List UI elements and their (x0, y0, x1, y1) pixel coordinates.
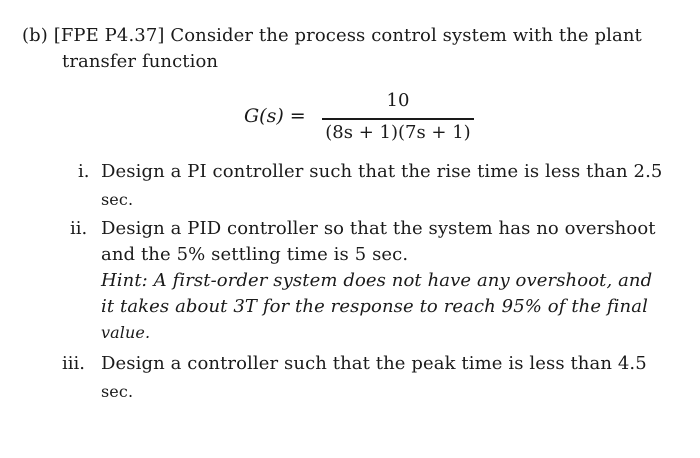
item-ii-hint-line-3: value. (101, 323, 151, 342)
item-marker-iii: iii. (62, 353, 85, 374)
item-i-line-2: sec. (101, 190, 134, 209)
equation-numerator: 10 (386, 90, 410, 111)
item-ii-line-2: and the 5% settling time is 5 sec. (101, 244, 409, 265)
item-ii-hint-line-1: Hint: A first-order system does not have any overshoot, and (101, 270, 653, 291)
equation-denominator: (8s + 1)(7s + 1) (325, 122, 471, 143)
item-marker-ii: ii. (70, 218, 88, 239)
equation-fraction (322, 90, 474, 148)
item-iii-line-1: Design a controller such that the peak time is less than 4.5 (101, 353, 647, 374)
problem-label: (b) (22, 25, 48, 46)
transfer-function-equation (244, 90, 484, 148)
item-marker-i: i. (78, 161, 90, 182)
problem-header-line (22, 24, 642, 48)
item-ii-line-1: Design a PID controller so that the system has no overshoot (101, 218, 656, 239)
item-ii-hint-line-2: it takes about 3T for the response to reach 95% of the final (101, 296, 648, 317)
item-iii-line-2: sec. (101, 382, 134, 401)
fraction-bar (322, 118, 474, 120)
problem-intro-line-1: [FPE P4.37] Consider the process control system with the plant (53, 25, 642, 46)
problem-intro-line-2: transfer function (62, 51, 219, 72)
equation-lhs: G(s) = (244, 105, 306, 127)
item-i-line-1: Design a PI controller such that the rise time is less than 2.5 (101, 161, 663, 182)
